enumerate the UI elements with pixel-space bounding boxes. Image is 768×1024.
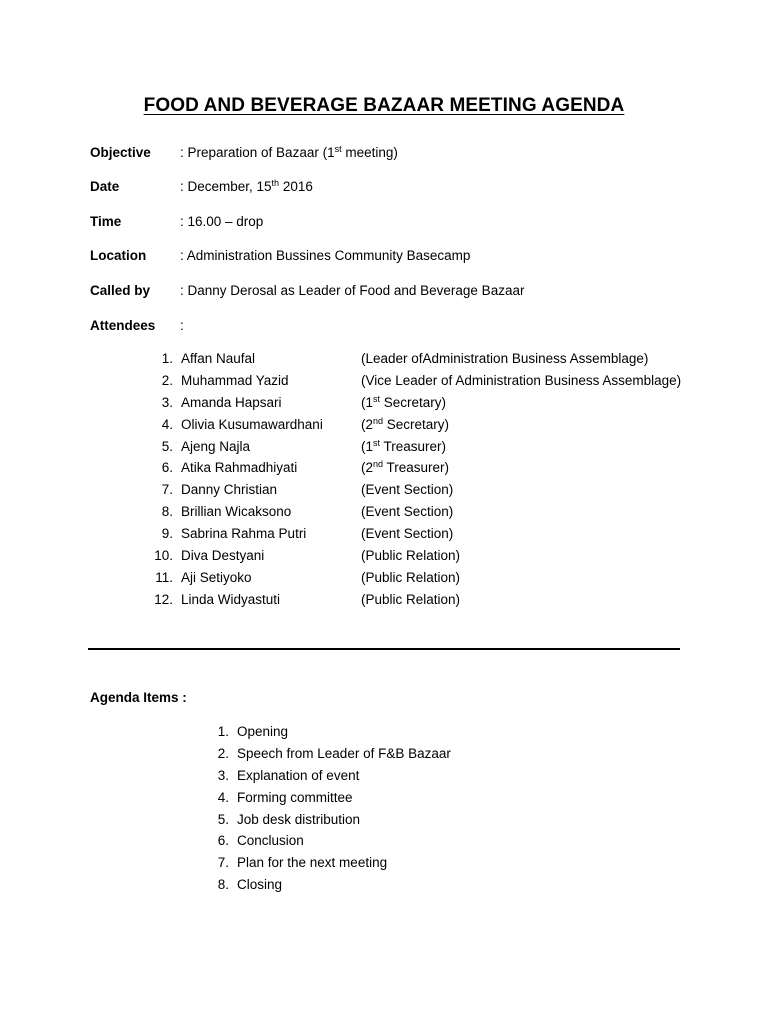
attendee-number: 1.: [161, 351, 173, 366]
agenda-item-text: Conclusion: [237, 833, 304, 849]
agenda-items-label: Agenda Items :: [90, 690, 187, 705]
objective-label: Objective: [90, 145, 151, 160]
attendee-role: (Public Relation): [361, 569, 461, 585]
attendee-number: 6.: [161, 460, 173, 476]
attendee-number: 11.: [155, 569, 173, 585]
agenda-list: [0, 724, 768, 899]
section-divider: [88, 648, 680, 650]
attendee-role: (Public Relation): [361, 548, 461, 564]
date-label: Date: [90, 179, 120, 194]
agenda-item: [0, 833, 768, 855]
ordinal-suffix: nd: [373, 459, 384, 470]
agenda-item: [0, 790, 768, 812]
attendees-colon: :: [180, 318, 184, 333]
ordinal-suffix: st: [373, 437, 381, 448]
location-value: : Administration Bussines Community Basecamp: [180, 248, 471, 263]
location-label: Location: [90, 248, 147, 263]
ordinal-suffix: nd: [373, 415, 384, 426]
agenda-item-text: Speech from Leader of F&B Bazaar: [237, 745, 451, 761]
attendee-role: (2nd Secretary): [361, 415, 450, 432]
attendee-row: [0, 373, 768, 395]
attendee-row: [0, 417, 768, 439]
attendee-name: Brillian Wicaksono: [181, 504, 292, 520]
agenda-item-text: Job desk distribution: [237, 811, 361, 827]
agenda-item-number: 2.: [217, 745, 229, 761]
ordinal-suffix: st: [373, 393, 381, 404]
attendee-role: (Vice Leader of Administration Business Assemblage): [361, 372, 682, 388]
agenda-item-number: 3.: [217, 767, 229, 783]
attendee-name: Sabrina Rahma Putri: [181, 526, 307, 542]
attendee-row: [0, 351, 768, 373]
attendee-name: Muhammad Yazid: [181, 372, 289, 388]
date-value: : December, 15th 2016: [180, 178, 313, 194]
attendee-name: Olivia Kusumawardhani: [181, 416, 323, 432]
agenda-item: [0, 812, 768, 834]
attendee-number: 12.: [154, 591, 173, 607]
attendee-number: 7.: [161, 482, 173, 498]
ordinal-suffix: th: [271, 178, 280, 188]
agenda-item-text: Opening: [237, 724, 289, 739]
attendee-role: (1st Secretary): [361, 393, 447, 410]
agenda-item: [0, 746, 768, 768]
objective-value: : Preparation of Bazaar (1st meeting): [180, 144, 398, 160]
agenda-item-number: 8.: [217, 877, 229, 893]
agenda-item: [0, 877, 768, 899]
agenda-item-number: 1.: [217, 724, 229, 739]
attendee-row: [0, 395, 768, 417]
attendee-role: (Event Section): [361, 526, 454, 542]
agenda-item: [0, 768, 768, 790]
attendee-row: [0, 482, 768, 504]
time-label: Time: [90, 214, 122, 229]
attendee-row: [0, 526, 768, 548]
attendee-number: 10.: [154, 548, 173, 564]
attendee-row: [0, 460, 768, 482]
attendee-number: 9.: [161, 526, 173, 542]
agenda-item: [0, 724, 768, 746]
attendee-role: (Event Section): [361, 504, 454, 520]
attendee-name: Aji Setiyoko: [181, 569, 252, 585]
ordinal-suffix: st: [334, 144, 342, 154]
attendee-role: (Leader ofAdministration Business Assemblage): [361, 351, 649, 366]
attendee-name: Danny Christian: [181, 482, 278, 498]
attendees-label: Attendees: [90, 318, 156, 333]
attendee-name: Amanda Hapsari: [181, 394, 282, 410]
agenda-item-text: Forming committee: [237, 789, 353, 805]
agenda-item-number: 7.: [217, 855, 229, 871]
attendee-row: [0, 570, 768, 592]
attendee-name: Ajeng Najla: [181, 438, 251, 454]
attendee-name: Linda Widyastuti: [181, 591, 281, 607]
attendee-number: 8.: [161, 504, 173, 520]
time-value: : 16.00 – drop: [180, 214, 264, 229]
agenda-item-text: Explanation of event: [237, 767, 360, 783]
page-title: FOOD AND BEVERAGE BAZAAR MEETING AGENDA: [143, 95, 625, 116]
attendee-number: 3.: [161, 394, 173, 410]
called-by-label: Called by: [90, 283, 151, 298]
agenda-item: [0, 855, 768, 877]
attendee-name: Atika Rahmadhiyati: [181, 460, 298, 476]
agenda-item-number: 4.: [217, 789, 229, 805]
attendee-name: Affan Naufal: [181, 351, 256, 366]
attendee-name: Diva Destyani: [181, 548, 265, 564]
attendee-number: 4.: [161, 416, 173, 432]
attendee-role: (2nd Treasurer): [361, 459, 450, 476]
agenda-item-text: Closing: [237, 877, 283, 893]
agenda-item-number: 6.: [217, 833, 229, 849]
called-by-value: : Danny Derosal as Leader of Food and Beverage Bazaar: [180, 283, 525, 298]
agenda-item-text: Plan for the next meeting: [237, 855, 388, 871]
agenda-item-number: 5.: [217, 811, 229, 827]
attendee-list: [0, 351, 768, 614]
attendee-row: [0, 548, 768, 570]
attendee-role: (Public Relation): [361, 591, 461, 607]
attendee-row: [0, 439, 768, 461]
attendee-row: [0, 504, 768, 526]
attendee-role: (Event Section): [361, 482, 454, 498]
attendee-row: [0, 592, 768, 614]
attendee-number: 5.: [161, 438, 173, 454]
attendee-number: 2.: [161, 372, 173, 388]
attendee-role: (1st Treasurer): [361, 437, 447, 454]
